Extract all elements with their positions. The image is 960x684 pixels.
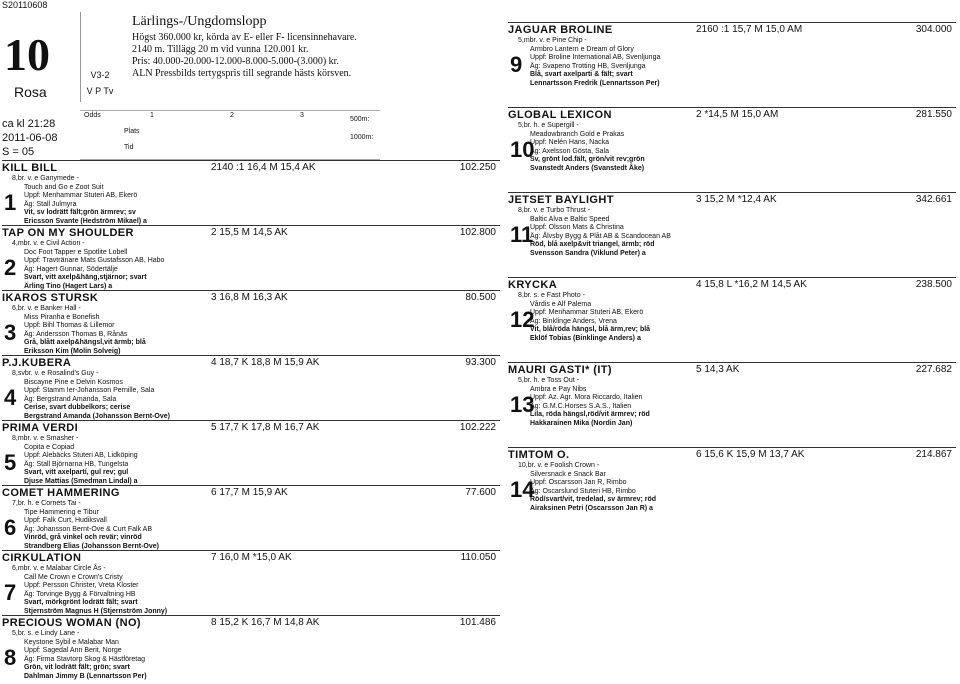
- horse-name: COMET HAMMERING: [2, 487, 120, 499]
- horse-name: TIMTOM O.: [508, 449, 570, 461]
- horse-info-l1: 8,br. s. e Fast Photo -: [518, 292, 585, 299]
- left-horse-entry: [2, 420, 500, 483]
- horse-record: 2 15,5 M 14,5 AK: [211, 227, 288, 238]
- horse-info-l1: 4,mbr. v. e Civil Action -: [12, 240, 85, 247]
- horse-info-l2: Meadowbranch Gold e Prakas: [530, 130, 625, 138]
- horse-info-l5: Vinröd, grå vinkel och revär; vinröd: [24, 534, 142, 541]
- horse-info-l6: Ericsson Svante (Hedström Mikael) a: [24, 217, 147, 225]
- right-horse-entry: [508, 107, 956, 190]
- horse-earnings: 238.500: [915, 279, 952, 290]
- horse-name: MAURI GASTI* (IT): [508, 364, 612, 376]
- col-2: 2: [230, 112, 234, 119]
- horse-info-l1: 10,br. v. e Foolish Crown -: [518, 462, 600, 469]
- horse-info-l3: Uppf: Menhammar Stuteri AB, Ekerö: [530, 309, 644, 316]
- divider: [2, 550, 500, 551]
- divider: [508, 107, 956, 108]
- start-time: ca kl 21:28: [2, 118, 56, 130]
- divider: [2, 420, 500, 421]
- horse-info-l1: 6,mbr. v. e Malabar Circle Ås -: [12, 565, 106, 572]
- start-number: 14: [510, 477, 535, 502]
- horse-info-l4: Äg: Binklinge Anders, Vrena: [530, 317, 617, 325]
- divider: [2, 355, 500, 356]
- start-number: 7: [4, 580, 17, 605]
- s-label: S = 05: [2, 146, 35, 158]
- horse-info-l1: 5,mbr. v. e Pine Chip -: [518, 37, 587, 44]
- horse-info-l5: Svart, vitt axelpartí, gul rev; gul: [24, 469, 129, 476]
- horse-info-l6: Svanstedt Anders (Svanstedt Åke): [530, 164, 645, 172]
- horse-info-l6: Svensson Sandra (Viklund Peter) a: [530, 249, 646, 257]
- horse-record: 2 *14,5 M 15,0 AM: [696, 109, 779, 120]
- horse-record: 3 16,8 M 16,3 AK: [211, 292, 288, 303]
- horse-info-l2: Copita e Copiad: [24, 443, 75, 451]
- divider: [2, 225, 500, 226]
- horse-info-l5: Svart, mörkgrönt lodrätt fält; svart: [24, 599, 138, 606]
- start-number: 2: [4, 255, 17, 280]
- horse-info-l4: Äg: Firma Stavtorp Skog & Hästföretag: [24, 655, 145, 663]
- horse-info-l2: Vårdis e Alf Palema: [530, 300, 592, 308]
- race-id: S20110608: [2, 0, 48, 10]
- divider: [508, 362, 956, 363]
- divider: [508, 192, 956, 193]
- horse-info-l3: Uppf: Oscarsson Jan R, Rimbo: [530, 479, 627, 486]
- horse-earnings: 80.500: [465, 292, 496, 303]
- horse-info-l5: Vit, blå/röda hängsl, blå ärm,rev; blå: [530, 326, 651, 333]
- horse-info-l1: 8,br. v. e Ganymede -: [12, 175, 79, 182]
- left-horse-entry: [2, 615, 500, 678]
- left-horse-entry: [2, 550, 500, 613]
- horse-info-l6: Eklöf Tobias (Binklinge Anders) a: [530, 334, 641, 342]
- horse-info-l6: Airaksinen Petri (Oscarsson Jan R) a: [530, 504, 653, 512]
- start-number: 6: [4, 515, 17, 540]
- divider: [508, 277, 956, 278]
- horse-info-l4: Äg: Ålvsby Bygg & Plåt AB & Scandocean AB: [530, 232, 671, 240]
- horse-info-l4: Äg: Stall Julmyra: [24, 200, 77, 208]
- horse-record: 4 18,7 K 18,8 M 15,9 AK: [211, 357, 320, 368]
- horse-name: TAP ON MY SHOULDER: [2, 227, 134, 239]
- horse-record: 7 16,0 M *15,0 AK: [211, 552, 292, 563]
- horse-name: JETSET BAYLIGHT: [508, 194, 614, 206]
- horse-info-l3: Uppf: Falk Curt, Hudiksvall: [24, 517, 107, 524]
- horse-info-l1: 8,mbr. v. e Smasher -: [12, 435, 79, 442]
- horse-info-l6: Bergstrand Amanda (Johansson Bernt-Ove): [24, 412, 170, 420]
- horse-record: 8 15,2 K 16,7 M 14,8 AK: [211, 617, 320, 628]
- horse-info-l6: Dahlman Jimmy B (Lennartsson Per): [24, 672, 147, 680]
- horse-info-l2: Doc Foot Tapper e Spotlite Lobell: [24, 248, 128, 256]
- horse-info-l5: Sv, grönt lod.fält, grön/vit rev;grön: [530, 156, 645, 163]
- horse-earnings: 93.300: [465, 357, 496, 368]
- horse-info-l3: Uppf: Broline International AB, Svenljunga: [530, 54, 661, 61]
- start-number: 4: [4, 385, 17, 410]
- race-number: 10: [4, 29, 50, 80]
- divider: [2, 160, 500, 161]
- horse-info-l2: Call Me Crown e Crown's Cristy: [24, 573, 123, 581]
- horse-earnings: 110.050: [460, 552, 496, 563]
- race-title: Lärlings-/Ungdomslopp: [132, 14, 267, 29]
- horse-info-l4: Äg: Hagert Gunnar, Södertälje: [24, 265, 118, 273]
- horse-record: 6 15,6 K 15,9 M 13,7 AK: [696, 449, 805, 460]
- divider: [2, 290, 500, 291]
- start-number: 12: [510, 307, 535, 332]
- horse-name: P.J.KUBERA: [2, 357, 72, 369]
- m500-label: 500m:: [350, 116, 370, 123]
- horse-info-l5: Röd, blå axelp&vit triangel, ärmb; röd: [530, 241, 655, 248]
- horse-name: PRIMA VERDI: [2, 422, 79, 434]
- horse-info-l4: Äg: Svapeno Trotting HB, Svenljunga: [530, 62, 646, 70]
- horse-info-l5: Grön, vit lodrätt fält; grön; svart: [24, 664, 130, 671]
- start-number: 11: [510, 222, 534, 247]
- horse-info-l4: Äg: Johansson Bernt-Ove & Curt Falk AB: [24, 525, 153, 533]
- horse-info-l1: 7,br. h. e Cornets Tai -: [12, 500, 81, 507]
- horse-info-l5: Röd/svart/vit, tredelad, sv ärmrev; röd: [530, 496, 657, 503]
- horse-info-l6: Stjernström Magnus H (Stjernström Jonny): [24, 607, 168, 615]
- right-horse-entry: [508, 277, 956, 360]
- horse-info-l1: 5,br. h. e Supergill -: [518, 122, 579, 129]
- horse-info-l3: Uppf: Stamm Ier-Johansson Pernille, Sala: [24, 387, 155, 394]
- divider: [508, 22, 956, 23]
- horse-earnings: 102.250: [459, 162, 496, 173]
- divider: [508, 447, 956, 448]
- horse-info-l3: Uppf: Menhammar Stuteri AB, Ekerö: [24, 192, 138, 199]
- start-number: 9: [510, 52, 523, 77]
- horse-name: KILL BILL: [2, 162, 58, 174]
- horse-name: JAGUAR BROLINE: [508, 24, 613, 36]
- horse-info-l2: Touch and Go e Zoot Suit: [24, 183, 104, 191]
- horse-record: 4 15,8 L *16,2 M 14,5 AK: [696, 279, 807, 290]
- start-number: 8: [4, 645, 17, 670]
- horse-name: CIRKULATION: [2, 552, 82, 564]
- left-horse-entry: [2, 485, 500, 548]
- horse-info-l2: Tipe Hammering e Tibur: [24, 508, 99, 516]
- horse-info-l6: Eriksson Kim (Molin Solveig): [24, 347, 121, 355]
- race-desc-4: ALN Pressbilds tertygspris till segrande hästs körsven.: [132, 68, 352, 79]
- horse-info-l2: Baltic Alva e Baltic Speed: [530, 215, 610, 223]
- horse-info-l4: Äg: Oscarslund Stuteri HB, Rimbo: [530, 487, 636, 495]
- horse-info-l6: Hakkarainen Mika (Nordin Jan): [530, 419, 633, 427]
- horse-info-l6: Ärling Tino (Hagert Lars) a: [24, 282, 113, 290]
- horse-record: 2140 :1 16,4 M 15,4 AK: [211, 162, 316, 173]
- horse-earnings: 102.800: [459, 227, 496, 238]
- horse-record: 5 17,7 K 17,8 M 16,7 AK: [211, 422, 320, 433]
- m1000-label: 1000m:: [350, 134, 374, 141]
- left-horse-entry: [2, 290, 500, 353]
- horse-info-l1: 8,svbr. v. e Rosalind's Guy -: [12, 370, 99, 377]
- race-desc-2: 2140 m. Tillägg 20 m vid vunna 120.001 kr.: [132, 44, 309, 55]
- horse-record: 3 15,2 M *12,4 AK: [696, 194, 777, 205]
- horse-record: 5 14,3 AK: [696, 364, 740, 375]
- bet-type-2: V P Tv: [86, 86, 114, 96]
- start-number: 5: [4, 450, 17, 475]
- horse-earnings: 227.682: [915, 364, 952, 375]
- race-color: Rosa: [14, 84, 47, 100]
- divider: [2, 615, 500, 616]
- left-horse-entry: [2, 355, 500, 418]
- horse-earnings: 102.222: [459, 422, 496, 433]
- right-horse-entry: [508, 192, 956, 275]
- horse-earnings: 101.486: [459, 617, 496, 628]
- horse-info-l2: Biscayne Pine e Delvin Kosmos: [24, 378, 123, 386]
- right-horse-entry: [508, 362, 956, 445]
- horse-info-l1: 5,br. s. e Lindy Lane -: [12, 630, 80, 637]
- col-1: 1: [150, 112, 154, 119]
- horse-info-l4: Äg: G.M.C.Horses S.A.S., Italien: [530, 402, 632, 410]
- horse-info-l2: Keystone Sybil e Malabar Man: [24, 638, 119, 646]
- horse-info-l5: Grå, blått axelp&hängsl,vit ärmb; blå: [24, 339, 146, 346]
- horse-earnings: 281.550: [915, 109, 952, 120]
- tid-label: Tid: [124, 144, 134, 151]
- bet-type: V3-2: [90, 70, 110, 80]
- plats-label: Plats: [124, 128, 140, 135]
- horse-info-l5: Lila, röda hängsl,röd/vit ärmrev; röd: [530, 411, 650, 418]
- horse-info-l6: Lennartsson Fredrik (Lennartsson Per): [530, 79, 660, 87]
- horse-info-l3: Uppf: Alebäcks Stuteri AB, Lidköping: [24, 452, 138, 459]
- horse-name: GLOBAL LEXICON: [508, 109, 612, 121]
- right-horse-entry: [508, 22, 956, 105]
- horse-info-l1: 5,br. h. e Toss Out -: [518, 377, 579, 384]
- odds-label: Odds: [84, 112, 101, 119]
- start-number: 10: [510, 137, 535, 162]
- horse-info-l1: 8,br. v. e Turbo Thrust -: [518, 207, 591, 214]
- horse-name: PRECIOUS WOMAN (NO): [2, 617, 141, 629]
- horse-info-l5: Vit, sv lodrätt fält;grön ärmrev; sv: [24, 209, 136, 216]
- horse-info-l2: Armbro Lantern e Dream of Glory: [530, 45, 634, 53]
- horse-info-l5: Blå, svart axelparti & fält; svart: [530, 71, 633, 78]
- horse-info-l3: Uppf: Az. Agr. Mora Riccardo, Italien: [530, 394, 643, 401]
- horse-info-l4: Äg: Axelsson Gösta, Sala: [530, 147, 609, 155]
- horse-info-l2: Ambra e Pay Nibs: [530, 385, 587, 393]
- divider: [2, 485, 500, 486]
- horse-earnings: 214.867: [915, 449, 952, 460]
- horse-record: 6 17,7 M 15,9 AK: [211, 487, 288, 498]
- horse-info-l4: Äg: Stall Björnarna HB, Tungelsta: [24, 460, 129, 468]
- horse-info-l3: Uppf: Olsson Mats & Christina: [530, 224, 624, 231]
- horse-name: KRYCKA: [508, 279, 558, 291]
- start-number: 1: [4, 190, 17, 215]
- horse-info-l5: Cerise, svart dubbelkors; cerise: [24, 404, 131, 411]
- horse-record: 2160 :1 15,7 M 15,0 AM: [696, 24, 803, 35]
- horse-info-l3: Uppf: Sagedal Ann Berit, Norge: [24, 647, 122, 654]
- start-number: 3: [4, 320, 17, 345]
- race-desc-1: Högst 360.000 kr, körda av E- eller F- licensinnehavare.: [132, 32, 357, 43]
- start-number: 13: [510, 392, 535, 417]
- horse-name: IKAROS STURSK: [2, 292, 99, 304]
- horse-earnings: 77.600: [465, 487, 496, 498]
- race-date: 2011-06-08: [2, 132, 58, 144]
- horse-info-l1: 6,br. v. e Banker Hall -: [12, 305, 81, 312]
- horse-info-l4: Äg: Andersson Thomas B, Rånäs: [24, 330, 128, 338]
- horse-earnings: 342.661: [915, 194, 952, 205]
- horse-earnings: 304.000: [915, 24, 952, 35]
- race-desc-3: Pris: 40.000-20.000-12.000-8.000-5.000-(3.000) kr.: [132, 56, 339, 67]
- horse-info-l3: Uppf: Nelén Hans, Nacka: [530, 139, 609, 146]
- horse-info-l6: Strandberg Elias (Johansson Bernt-Ove): [24, 542, 159, 550]
- horse-info-l2: Silversnack e Snack Bar: [530, 470, 606, 478]
- horse-info-l3: Uppf: Travtränare Mats Gustafsson AB, Habo: [24, 257, 165, 264]
- left-horse-entry: [2, 160, 500, 223]
- horse-info-l6: Djuse Mattias (Smedman Lindal) a: [24, 477, 138, 485]
- horse-info-l4: Äg: Bergstrand Amanda, Sala: [24, 395, 117, 403]
- horse-info-l3: Uppf: Bihl Thomas & Lillemor: [24, 322, 115, 329]
- horse-info-l2: Miss Piranha e Bonefish: [24, 313, 100, 321]
- left-horse-entry: [2, 225, 500, 288]
- horse-info-l3: Uppf: Persson Christer, Vreta Kloster: [24, 582, 139, 589]
- col-3: 3: [300, 112, 304, 119]
- right-horse-entry: [508, 447, 956, 530]
- horse-info-l4: Äg: Torvinge Bygg & Förvaltning HB: [24, 590, 136, 598]
- horse-info-l5: Svart, vitt axelp&häng,stjärnor; svart: [24, 274, 147, 281]
